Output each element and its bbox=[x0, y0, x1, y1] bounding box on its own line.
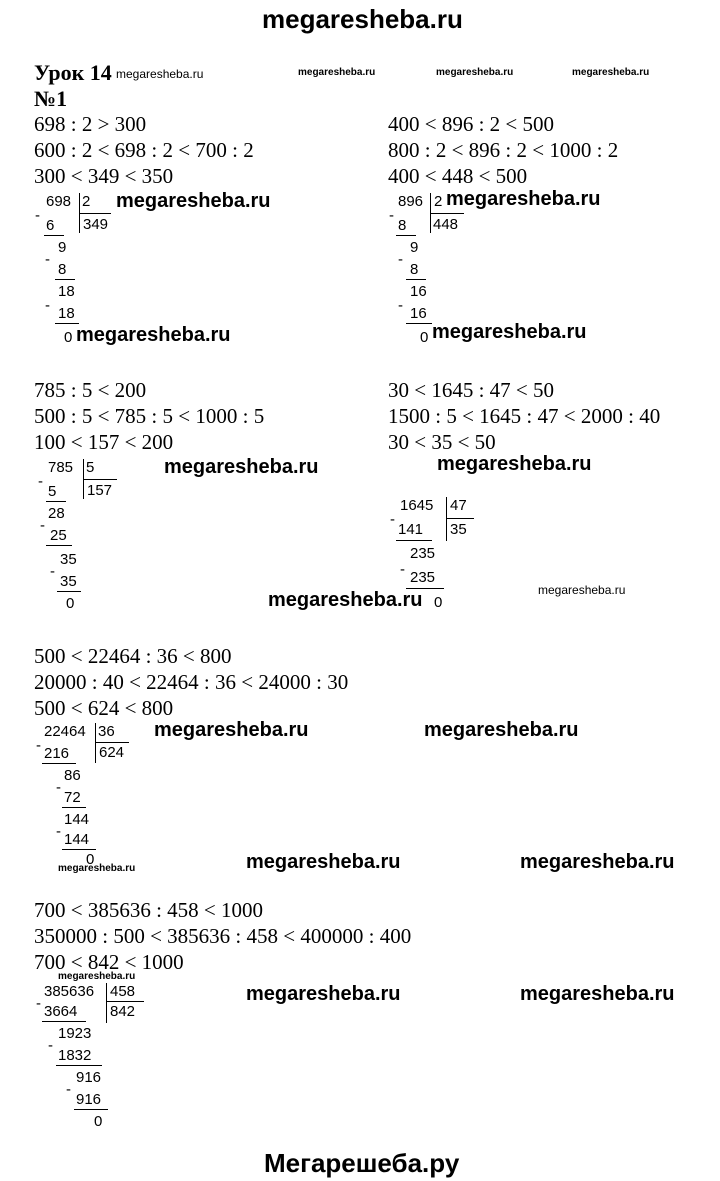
division-step: 35 bbox=[60, 551, 77, 568]
watermark: megaresheba.ru bbox=[58, 863, 136, 874]
division-step: 9 bbox=[58, 239, 67, 256]
lesson-title: Урок 14 bbox=[34, 60, 112, 85]
division-step: 18 bbox=[58, 283, 75, 300]
quotient: 349 bbox=[83, 216, 109, 233]
division-step: 0 bbox=[420, 329, 429, 346]
watermark: megaresheba.ru bbox=[246, 983, 401, 1005]
problem-5-line-3: 500 < 624 < 800 bbox=[34, 696, 174, 720]
problem-1-line-1: 698 : 2 > 300 bbox=[34, 112, 147, 136]
watermark: megaresheba.ru bbox=[298, 67, 376, 78]
watermark: megaresheba.ru bbox=[432, 321, 587, 343]
division-step: 0 bbox=[64, 329, 73, 346]
division-step: 25 bbox=[50, 527, 67, 544]
watermark: megaresheba.ru bbox=[436, 67, 514, 78]
dividend: 896 bbox=[398, 193, 424, 210]
division-step: 235 bbox=[410, 569, 436, 586]
watermark: megaresheba.ru bbox=[154, 719, 309, 741]
quotient: 35 bbox=[450, 521, 467, 538]
division-step: 35 bbox=[60, 573, 77, 590]
watermark: megaresheba.ru bbox=[268, 589, 423, 611]
watermark: megaresheba.ru bbox=[572, 67, 650, 78]
watermark: megaresheba.ru bbox=[424, 719, 579, 741]
division-step: 6 bbox=[46, 217, 55, 234]
dividend: 385636 bbox=[44, 983, 95, 1000]
division-step: 916 bbox=[76, 1069, 102, 1086]
divisor: 2 bbox=[434, 193, 443, 210]
problem-3-line-2: 500 : 5 < 785 : 5 < 1000 : 5 bbox=[34, 404, 265, 428]
problem-6-line-3: 700 < 842 < 1000 bbox=[34, 950, 184, 974]
watermark: megaresheba.ru bbox=[246, 851, 401, 873]
exercise-number: №1 bbox=[34, 86, 68, 111]
quotient: 624 bbox=[99, 744, 125, 761]
division-step: 16 bbox=[410, 283, 427, 300]
quotient: 157 bbox=[87, 482, 113, 499]
division-step: 0 bbox=[434, 594, 443, 611]
watermark: megaresheba.ru bbox=[520, 851, 675, 873]
watermark: megaresheba.ru bbox=[116, 190, 271, 212]
division-step: 72 bbox=[64, 789, 81, 806]
division-step: 28 bbox=[48, 505, 65, 522]
watermark: megaresheba.ru bbox=[538, 583, 626, 597]
division-step: 1832 bbox=[58, 1047, 92, 1064]
division-step: 8 bbox=[398, 217, 407, 234]
problem-3-line-3: 100 < 157 < 200 bbox=[34, 430, 174, 454]
watermark: megaresheba.ru bbox=[116, 67, 204, 81]
division-step: 144 bbox=[64, 811, 90, 828]
problem-1-line-3: 300 < 349 < 350 bbox=[34, 164, 174, 188]
division-step: 235 bbox=[410, 545, 436, 562]
division-step: 8 bbox=[58, 261, 67, 278]
division-step: 144 bbox=[64, 831, 90, 848]
problem-3-line-1: 785 : 5 < 200 bbox=[34, 378, 147, 402]
watermark: megaresheba.ru bbox=[520, 983, 675, 1005]
problem-4-line-1: 30 < 1645 : 47 < 50 bbox=[388, 378, 555, 402]
division-step: 0 bbox=[86, 851, 95, 868]
divisor: 2 bbox=[82, 193, 91, 210]
divisor: 36 bbox=[98, 723, 115, 740]
problem-5-line-2: 20000 : 40 < 22464 : 36 < 24000 : 30 bbox=[34, 670, 349, 694]
division-step: 18 bbox=[58, 305, 75, 322]
division-step: 16 bbox=[410, 305, 427, 322]
watermark: megaresheba.ru bbox=[76, 324, 231, 346]
problem-2-line-1: 400 < 896 : 2 < 500 bbox=[388, 112, 555, 136]
watermark: megaresheba.ru bbox=[446, 188, 601, 210]
dividend: 698 bbox=[46, 193, 72, 210]
division-step: 0 bbox=[66, 595, 75, 612]
watermark: megaresheba.ru bbox=[437, 453, 592, 475]
site-title: megaresheba.ru bbox=[262, 4, 463, 34]
division-step: 1923 bbox=[58, 1025, 92, 1042]
problem-6-line-2: 350000 : 500 < 385636 : 458 < 400000 : 400 bbox=[34, 924, 412, 948]
division-step: 3664 bbox=[44, 1003, 78, 1020]
problem-6-line-1: 700 < 385636 : 458 < 1000 bbox=[34, 898, 264, 922]
division-step: 5 bbox=[48, 483, 57, 500]
division-step: 916 bbox=[76, 1091, 102, 1108]
problem-4-line-3: 30 < 35 < 50 bbox=[388, 430, 496, 454]
dividend: 785 bbox=[48, 459, 74, 476]
watermark: megaresheba.ru bbox=[164, 456, 319, 478]
problem-1-line-2: 600 : 2 < 698 : 2 < 700 : 2 bbox=[34, 138, 254, 162]
quotient: 842 bbox=[110, 1003, 136, 1020]
division-step: 8 bbox=[410, 261, 419, 278]
division-step: 0 bbox=[94, 1113, 103, 1130]
division-step: 216 bbox=[44, 745, 70, 762]
division-step: 141 bbox=[398, 521, 424, 538]
divisor: 5 bbox=[86, 459, 95, 476]
problem-5-line-1: 500 < 22464 : 36 < 800 bbox=[34, 644, 232, 668]
quotient: 448 bbox=[433, 216, 459, 233]
watermark: megaresheba.ru bbox=[58, 971, 136, 982]
problem-2-line-2: 800 : 2 < 896 : 2 < 1000 : 2 bbox=[388, 138, 619, 162]
division-step: 9 bbox=[410, 239, 419, 256]
problem-2-line-3: 400 < 448 < 500 bbox=[388, 164, 528, 188]
divisor: 47 bbox=[450, 497, 467, 514]
footer-site-title: Мегарешеба.ру bbox=[264, 1148, 460, 1178]
dividend: 22464 bbox=[44, 723, 86, 740]
problem-4-line-2: 1500 : 5 < 1645 : 47 < 2000 : 40 bbox=[388, 404, 661, 428]
divisor: 458 bbox=[110, 983, 136, 1000]
dividend: 1645 bbox=[400, 497, 434, 514]
division-step: 86 bbox=[64, 767, 81, 784]
